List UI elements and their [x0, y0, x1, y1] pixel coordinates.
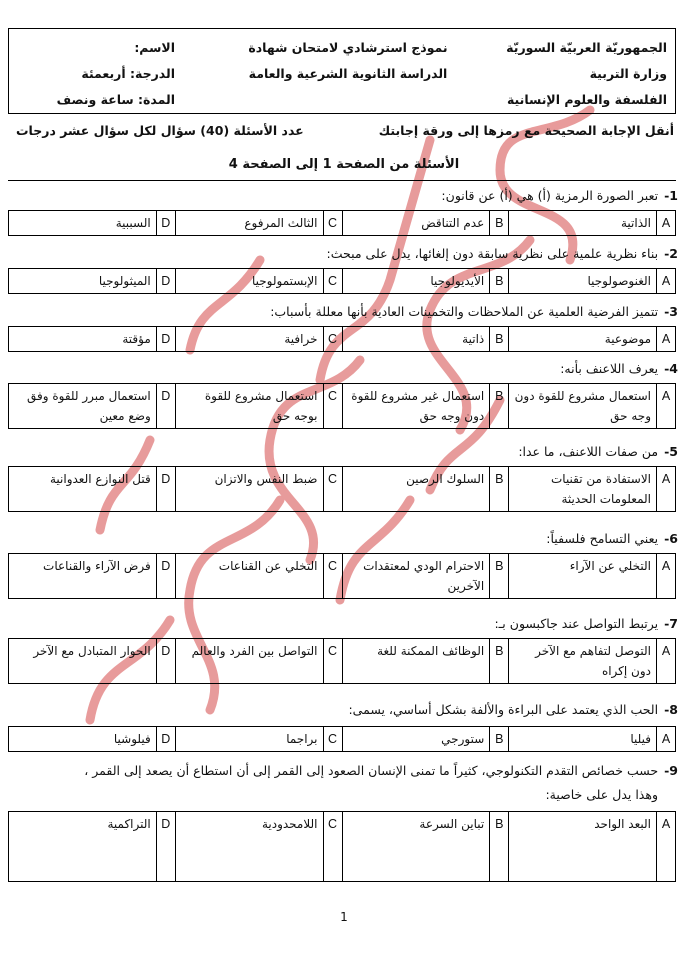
option-letter: B [490, 727, 509, 752]
option-letter: B [490, 812, 509, 882]
option-letter: D [156, 384, 175, 429]
option-d: فيلوشيا [9, 727, 157, 752]
option-letter: A [657, 211, 676, 236]
option-letter: C [323, 384, 342, 429]
option-letter: B [490, 554, 509, 599]
exam-header [8, 28, 676, 114]
option-letter: C [323, 327, 342, 352]
option-b: الوظائف الممكنة للغة [342, 639, 490, 684]
question-9-continued [14, 785, 658, 805]
header-exam-line1: نموذج استرشادي لامتحان شهادة [248, 40, 448, 55]
instructions-main: أنقل الإجابة الصحيحة مع رمزها إلى ورقة إجابتك [378, 123, 674, 138]
option-a: الذاتية [509, 211, 657, 236]
question-7 [14, 614, 678, 634]
options-table-4 [8, 383, 676, 429]
question-1 [14, 186, 678, 206]
question-text: يعرف اللاعنف بأنه: [560, 361, 659, 376]
header-exam-line2: الدراسة الثانوية الشرعية والعامة [248, 66, 448, 81]
option-a: استعمال مشروع للقوة دون وجه حق [509, 384, 657, 429]
option-letter: D [156, 727, 175, 752]
option-letter: B [490, 211, 509, 236]
option-letter: C [323, 211, 342, 236]
question-text: من صفات اللاعنف، ما عدا: [518, 444, 659, 459]
option-letter: A [657, 639, 676, 684]
option-letter: C [323, 812, 342, 882]
question-text: تتميز الفرضية العلمية عن الملاحظات والتخمينات العادية بأنها معللة بأسباب: [270, 304, 659, 319]
question-number: 2- [664, 246, 678, 261]
question-6 [14, 529, 678, 549]
question-number: 8- [664, 702, 678, 717]
question-text: يرتبط التواصل عند جاكبسون بـ: [494, 616, 659, 631]
option-b: الأيديولوجيا [342, 269, 490, 294]
options-table-7 [8, 638, 676, 684]
options-table-3 [8, 326, 676, 352]
option-letter: A [657, 727, 676, 752]
page-number: 1 [340, 910, 348, 924]
question-text: حسب خصائص التقدم التكنولوجي، كثيراً ما تمنى الإنسان الصعود إلى القمر إلى أن استطاع أن يصعد إلى القمر ، [84, 763, 659, 778]
option-c: ضبط النفس والاتزان [175, 467, 323, 512]
header-grade: الدرجة: أربعمئة [81, 66, 175, 81]
options-table-6 [8, 553, 676, 599]
option-c: التخلي عن القناعات [175, 554, 323, 599]
option-letter: C [323, 467, 342, 512]
option-letter: B [490, 327, 509, 352]
question-number: 7- [664, 616, 678, 631]
option-letter: B [490, 384, 509, 429]
question-text: بناء نظرية علمية على نظرية سابقة دون إلغائها، يدل على مبحث: [326, 246, 659, 261]
option-letter: B [490, 467, 509, 512]
question-number: 3- [664, 304, 678, 319]
option-a: الاستفادة من تقنيات المعلومات الحديثة [509, 467, 657, 512]
option-b: تباين السرعة [342, 812, 490, 882]
header-ministry-name: وزارة التربية [589, 66, 667, 81]
question-number: 1- [664, 188, 678, 203]
option-c: الإبستمولوجيا [175, 269, 323, 294]
options-table-8 [8, 726, 676, 752]
question-number: 6- [664, 531, 678, 546]
option-d: التراكمية [9, 812, 157, 882]
header-details [57, 35, 175, 113]
option-d: السببية [9, 211, 157, 236]
option-letter: D [156, 639, 175, 684]
option-letter: A [657, 269, 676, 294]
option-letter: C [323, 727, 342, 752]
option-b: ستورجي [342, 727, 490, 752]
question-3 [14, 302, 678, 322]
question-5 [14, 442, 678, 462]
header-exam-title [243, 35, 453, 87]
options-table-1 [8, 210, 676, 236]
option-letter: B [490, 269, 509, 294]
question-number: 4- [664, 361, 678, 376]
option-b: عدم التناقض [342, 211, 490, 236]
options-table-2 [8, 268, 676, 294]
option-b: ذاتية [342, 327, 490, 352]
option-b: الاحترام الودي لمعتقدات الآخرين [342, 554, 490, 599]
option-letter: D [156, 467, 175, 512]
header-ministry [506, 35, 667, 113]
option-a: الغنوصولوجيا [509, 269, 657, 294]
option-c: استعمال مشروع للقوة بوجه حق [175, 384, 323, 429]
option-letter: D [156, 269, 175, 294]
option-letter: A [657, 554, 676, 599]
option-letter: C [323, 554, 342, 599]
header-subject: الفلسفة والعلوم الإنسانية [506, 92, 667, 107]
options-table-9 [8, 811, 676, 882]
option-c: خرافية [175, 327, 323, 352]
option-d: الحوار المتبادل مع الآخر [9, 639, 157, 684]
option-letter: B [490, 639, 509, 684]
option-letter: A [657, 327, 676, 352]
option-a: البعد الواحد [509, 812, 657, 882]
option-letter: A [657, 384, 676, 429]
option-letter: C [323, 269, 342, 294]
option-a: التخلي عن الآراء [509, 554, 657, 599]
question-4 [14, 359, 678, 379]
instructions-row [10, 123, 678, 145]
option-letter: D [156, 554, 175, 599]
options-table-5 [8, 466, 676, 512]
option-letter: A [657, 467, 676, 512]
option-a: فيليا [509, 727, 657, 752]
option-d: الميثولوجيا [9, 269, 157, 294]
question-8 [14, 700, 678, 720]
option-d: مؤقتة [9, 327, 157, 352]
option-letter: A [657, 812, 676, 882]
header-duration: المدة: ساعة ونصف [56, 92, 175, 107]
divider [8, 180, 676, 181]
question-9 [14, 761, 678, 781]
option-c: التواصل بين الفرد والعالم [175, 639, 323, 684]
option-letter: D [156, 327, 175, 352]
option-b: استعمال غير مشروع للقوة دون وجه حق [342, 384, 490, 429]
question-text: الحب الذي يعتمد على البراءة والألفة بشكل أساسي، يسمى: [348, 702, 659, 717]
option-c: اللامحدودية [175, 812, 323, 882]
question-text: يعني التسامح فلسفياً: [546, 531, 659, 546]
question-text: وهذا يدل على خاصية: [545, 787, 658, 802]
instructions-count: عدد الأسئلة (40) سؤال لكل سؤال عشر درجات [16, 123, 304, 138]
option-d: فرض الآراء والقناعات [9, 554, 157, 599]
question-2 [14, 244, 678, 264]
question-number: 9- [664, 763, 678, 778]
option-c: براجما [175, 727, 323, 752]
option-letter: D [156, 812, 175, 882]
header-name-field: الاسم: [134, 40, 175, 55]
option-c: الثالث المرفوع [175, 211, 323, 236]
option-a: التوصل لتفاهم مع الآخر دون إكراه [509, 639, 657, 684]
option-b: السلوك الرصين [342, 467, 490, 512]
option-letter: D [156, 211, 175, 236]
question-text: تعبر الصورة الرمزية (أ) هي (أ) عن قانون: [441, 188, 659, 203]
option-letter: C [323, 639, 342, 684]
header-country: الجمهوريّة العربيّة السوريّة [506, 40, 667, 55]
option-a: موضوعية [509, 327, 657, 352]
option-d: استعمال مبرر للقوة وفق وضع معين [9, 384, 157, 429]
question-number: 5- [664, 444, 678, 459]
option-d: قتل النوازع العدوانية [9, 467, 157, 512]
page-range-subtitle: الأسئلة من الصفحة 1 إلى الصفحة 4 [228, 157, 460, 172]
